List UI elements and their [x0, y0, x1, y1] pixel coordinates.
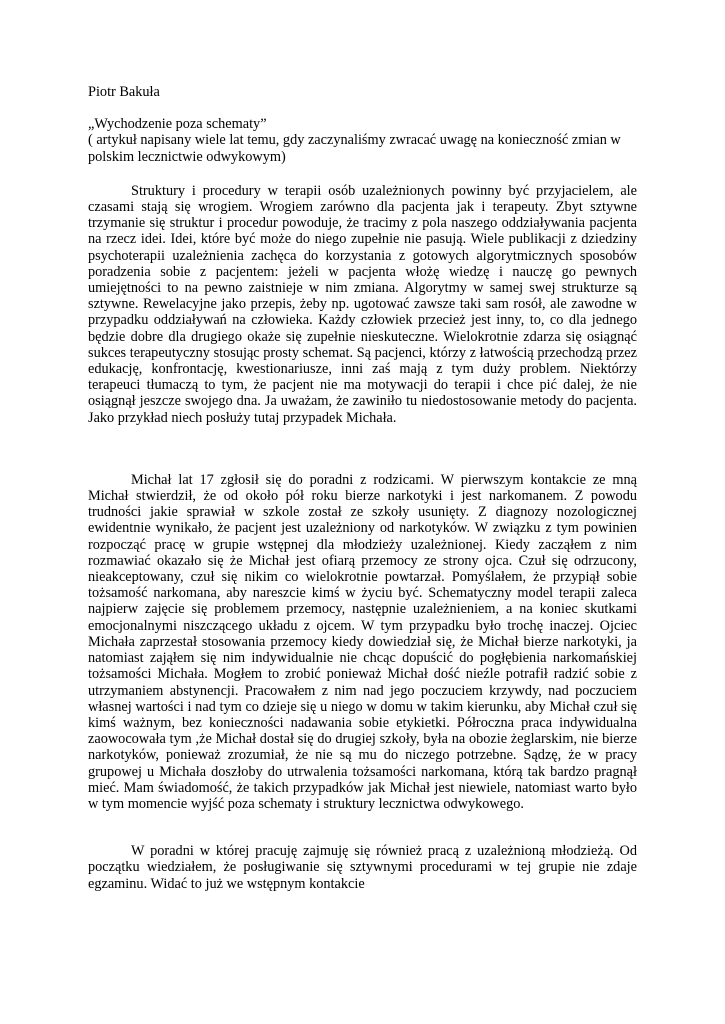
article-title: „Wychodzenie poza schematy”: [88, 116, 267, 133]
author-name: Piotr Bakuła: [88, 84, 160, 100]
paragraph-1: Struktury i procedury w terapii osób uzależnionych powinny być przyjacielem, ale czasami stają się wrogiem. Wrogiem zarówno dla pacjenta jak i terapeuty. Zbyt sztywne trzymanie się struktur i procedur powoduje, że tracimy z pola naszego oddziaływania pacjenta na rzecz idei. Idei, które być może do niego zupełnie nie pasują. Wiele publikacji z dziedziny psychoterapii uzależnienia zachęca do korzystania z gotowych algorytmicznych sposobów poradzenia sobie z pacjentem: jeżeli w pacjenta włożę wiedzę i nauczę go pewnych umiejętności to na pewno zaistnieje w nim zmiana. Algorytmy w samej swej strukturze są sztywne. Rewelacyjne jako przepis, żeby np. ugotować zawsze taki sam rosół, ale zawodne w przypadku oddziaływań na człowieka. Każdy człowiek przecież jest inny, to, co dla jednego będzie dobre dla drugiego okaże się zupełnie nieskuteczne. Wielokrotnie zdarza się osiągnąć sukces terapeutyczny stosując prosty schemat. Są pacjenci, którzy z łatwością przechodzą przez edukację, konfrontację, kwestionariusze, inni zaś mają z tym duży problem. Niektórzy terapeuci tłumaczą to tym, że pacjent nie ma motywacji do terapii i chce pić dalej, że nie osiągnął jeszcze swojego dna. Ja uważam, że zawiniło tu niedostosowanie metody do pacjenta. Jako przykład niech posłuży tutaj przypadek Michała.: [88, 182, 637, 426]
paragraph-3: W poradni w której pracuję zajmuję się również pracą z uzależnioną młodzieżą. Od początku wiedziałem, że posługiwanie się sztywnymi procedurami w tej grupie nie zdaje egzaminu. Widać to już we wstępnym kontakcie: [88, 843, 637, 892]
article-subtitle: ( artykuł napisany wiele lat temu, gdy zaczynaliśmy zwracać uwagę na konieczność zmian w polskim lecznictwie odwykowym): [88, 132, 621, 165]
document-page: [88, 84, 637, 892]
paragraph-2: Michał lat 17 zgłosił się do poradni z rodzicami. W pierwszym kontakcie ze mną Michał stwierdził, że od około pół roku bierze narkotyki i jest narkomanem. Z powodu trudności jakie sprawiał w szkole został ze szkoły usunięty. Z diagnozy nozologicznej ewidentnie wynikało, że pacjent jest uzależniony od narkotyków. W związku z tym powinien rozpocząć pracę w grupie wstępnej dla młodzieży uzależnionej. Kiedy zacząłem z nim rozmawiać okazało się że Michał jest ofiarą przemocy ze strony ojca. Czuł się odrzucony, nieakceptowany, czuł się nikim co wielokrotnie powtarzał. Pomyślałem, że przypiął sobie tożsamość narkomana, aby nareszcie kimś w życiu być. Schematyczny model terapii zaleca najpierw zajęcie się problemem przemocy, następnie uzależnieniem, a na koniec skutkami emocjonalnymi niszczącego układu z ojcem. W tym przypadku było trochę inaczej. Ojciec Michała zaprzestał stosowania przemocy kiedy dowiedział się, że Michał bierze narkotyki, ja natomiast zająłem się nim indywidualnie nie chcąc dopuścić do pogłębienia narkomańskiej tożsamości Michała. Mogłem to zrobić ponieważ Michał dość nieźle potrafił radzić sobie z utrzymaniem abstynencji. Pracowałem z nim nad jego poczuciem krzywdy, nad poczuciem własnej wartości i nad tym co dzieje się u niego w domu w takim kierunku, aby Michał czuł się kimś ważnym, bez konieczności nadawania sobie etykietki. Półroczna praca indywidualna zaowocowała tym ,że Michał dostał się do drugiej szkoły, była na obozie żeglarskim, nie bierze narkotyków, ponieważ zrozumiał, że nie są mu do niczego potrzebne. Sądzę, że w pracy grupowej u Michała doszłoby do utrwalenia tożsamości narkomana, którą tak bardzo pragnął mieć. Mam świadomość, że takich przypadków jak Michał jest niewiele, natomiast warto było w tym momencie wyjść poza schematy i struktury lecznictwa odwykowego.: [88, 471, 637, 812]
